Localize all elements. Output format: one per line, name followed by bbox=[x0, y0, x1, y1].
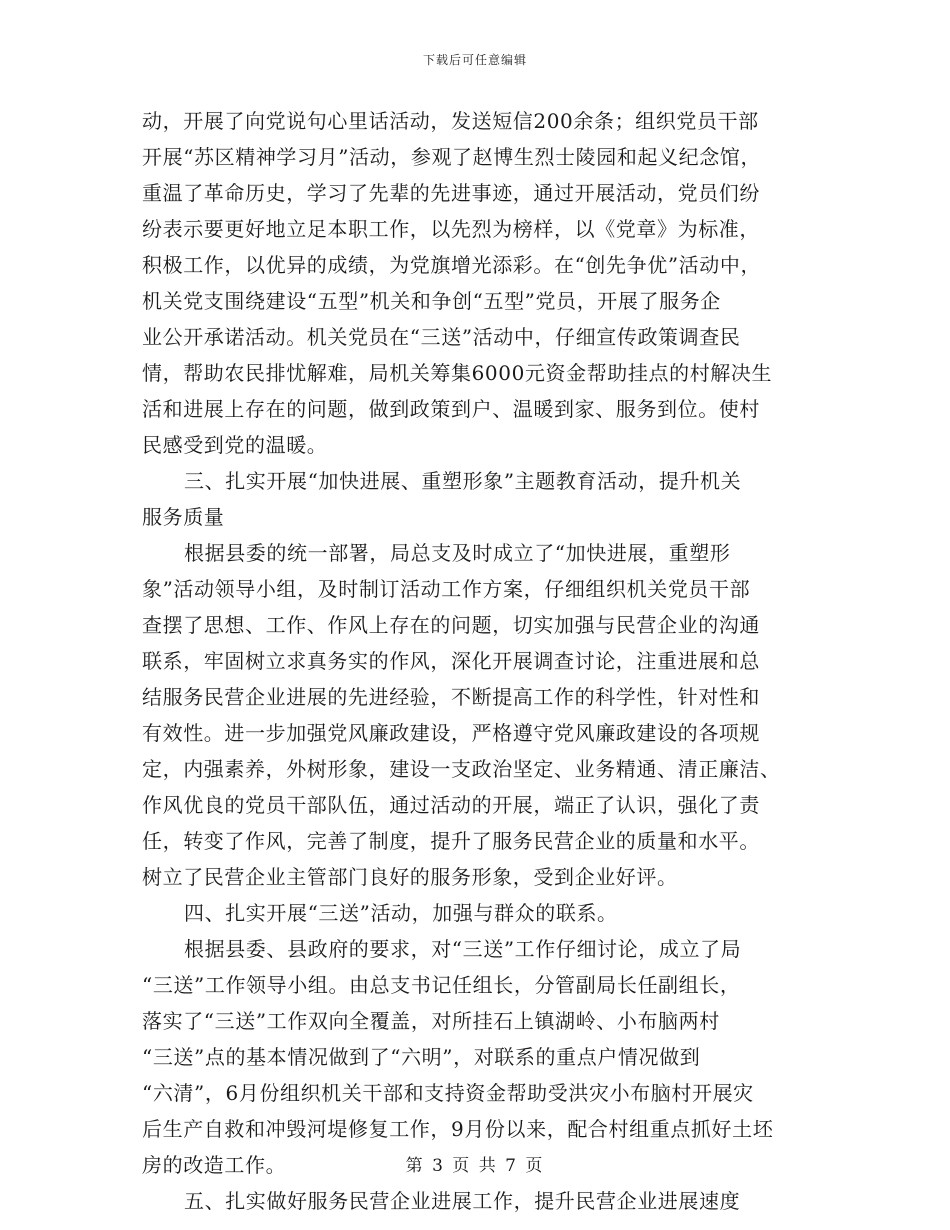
text-line: 民感受到党的温暖。 bbox=[142, 433, 328, 457]
text-line: 纷表示要更好地立足本职工作，以先烈为榜样，以《党章》为标准， bbox=[142, 217, 760, 241]
text-line: 服务质量 bbox=[142, 505, 225, 529]
text-line: 重温了革命历史，学习了先辈的先进事迹，通过开展活动，党员们纷 bbox=[142, 181, 760, 205]
text-line: 联系，牢固树立求真务实的作风，深化开展调查讨论，注重进展和总 bbox=[142, 649, 760, 673]
text-line: 根据县委、县政府的要求，对“三送”工作仔细讨论，成立了局 bbox=[184, 937, 742, 961]
text-line: 根据县委的统一部署，局总支及时成立了“加快进展，重塑形 bbox=[184, 541, 731, 565]
text-line: 机关党支围绕建设“五型”机关和争创“五型”党员，开展了服务企 bbox=[142, 289, 721, 313]
text-line: 情，帮助农民排忧解难，局机关筹集6000元资金帮助挂点的村解决生 bbox=[142, 361, 773, 385]
text-line: 业公开承诺活动。机关党员在“三送”活动中，仔细宣传政策调查民 bbox=[142, 325, 741, 349]
text-line: 积极工作，以优异的成绩，为党旗增光添彩。在“创先争优”活动中， bbox=[142, 253, 762, 277]
text-line: 结服务民营企业进展的先进经验，不断提高工作的科学性，针对性和 bbox=[142, 685, 760, 709]
page-footer-pagination: 第 3 页 共 7 页 bbox=[405, 1156, 545, 1176]
text-line: 作风优良的党员干部队伍，通过活动的开展，端正了认识，强化了责 bbox=[142, 793, 760, 817]
text-line: 后生产自救和冲毁河堤修复工作，9月份以来，配合村组重点抓好土坯 bbox=[142, 1117, 774, 1141]
text-line: 房的改造工作。 bbox=[142, 1153, 287, 1177]
text-line: 定，内强素养，外树形象，建设一支政治坚定、业务精通、清正廉洁、 bbox=[142, 757, 781, 781]
text-line: 活和进展上存在的问题，做到政策到户、温暖到家、服务到位。使村 bbox=[142, 397, 760, 421]
text-line: 动，开展了向党说句心里话活动，发送短信200余条；组织党员干部 bbox=[142, 109, 759, 133]
text-line: 象”活动领导小组，及时制订活动工作方案，仔细组织机关党员干部 bbox=[142, 577, 751, 601]
text-line: “三送”工作领导小组。由总支书记任组长，分管副局长任副组长， bbox=[142, 973, 741, 997]
text-line: “三送”点的基本情况做到了“六明”，对联系的重点户情况做到 bbox=[142, 1045, 701, 1069]
text-line: 有效性。进一步加强党风廉政建设，严格遵守党风廉政建设的各项规 bbox=[142, 721, 760, 745]
document-body bbox=[142, 103, 822, 1219]
text-line: 落实了“三送”工作双向全覆盖，对所挂石上镇湖岭、小布脑两村 bbox=[142, 1009, 720, 1033]
text-line: 开展“苏区精神学习月”活动，参观了赵博生烈士陵园和起义纪念馆， bbox=[142, 145, 762, 169]
text-line: 任，转变了作风，完善了制度，提升了服务民营企业的质量和水平。 bbox=[142, 829, 760, 853]
text-line: 四、扎实开展“三送”活动，加强与群众的联系。 bbox=[184, 901, 618, 925]
text-line: 三、扎实开展“加快进展、重塑形象”主题教育活动，提升机关 bbox=[184, 469, 742, 493]
text-line: 五、扎实做好服务民营企业进展工作，提升民营企业进展速度 bbox=[184, 1189, 741, 1213]
text-line: 树立了民营企业主管部门良好的服务形象，受到企业好评。 bbox=[142, 865, 678, 889]
text-line: 查摆了思想、工作、作风上存在的问题，切实加强与民营企业的沟通 bbox=[142, 613, 760, 637]
text-line: “六清”，6月份组织机关干部和支持资金帮助受洪灾小布脑村开展灾 bbox=[142, 1081, 754, 1105]
page-header-note: 下载后可任意编辑 bbox=[422, 53, 527, 67]
